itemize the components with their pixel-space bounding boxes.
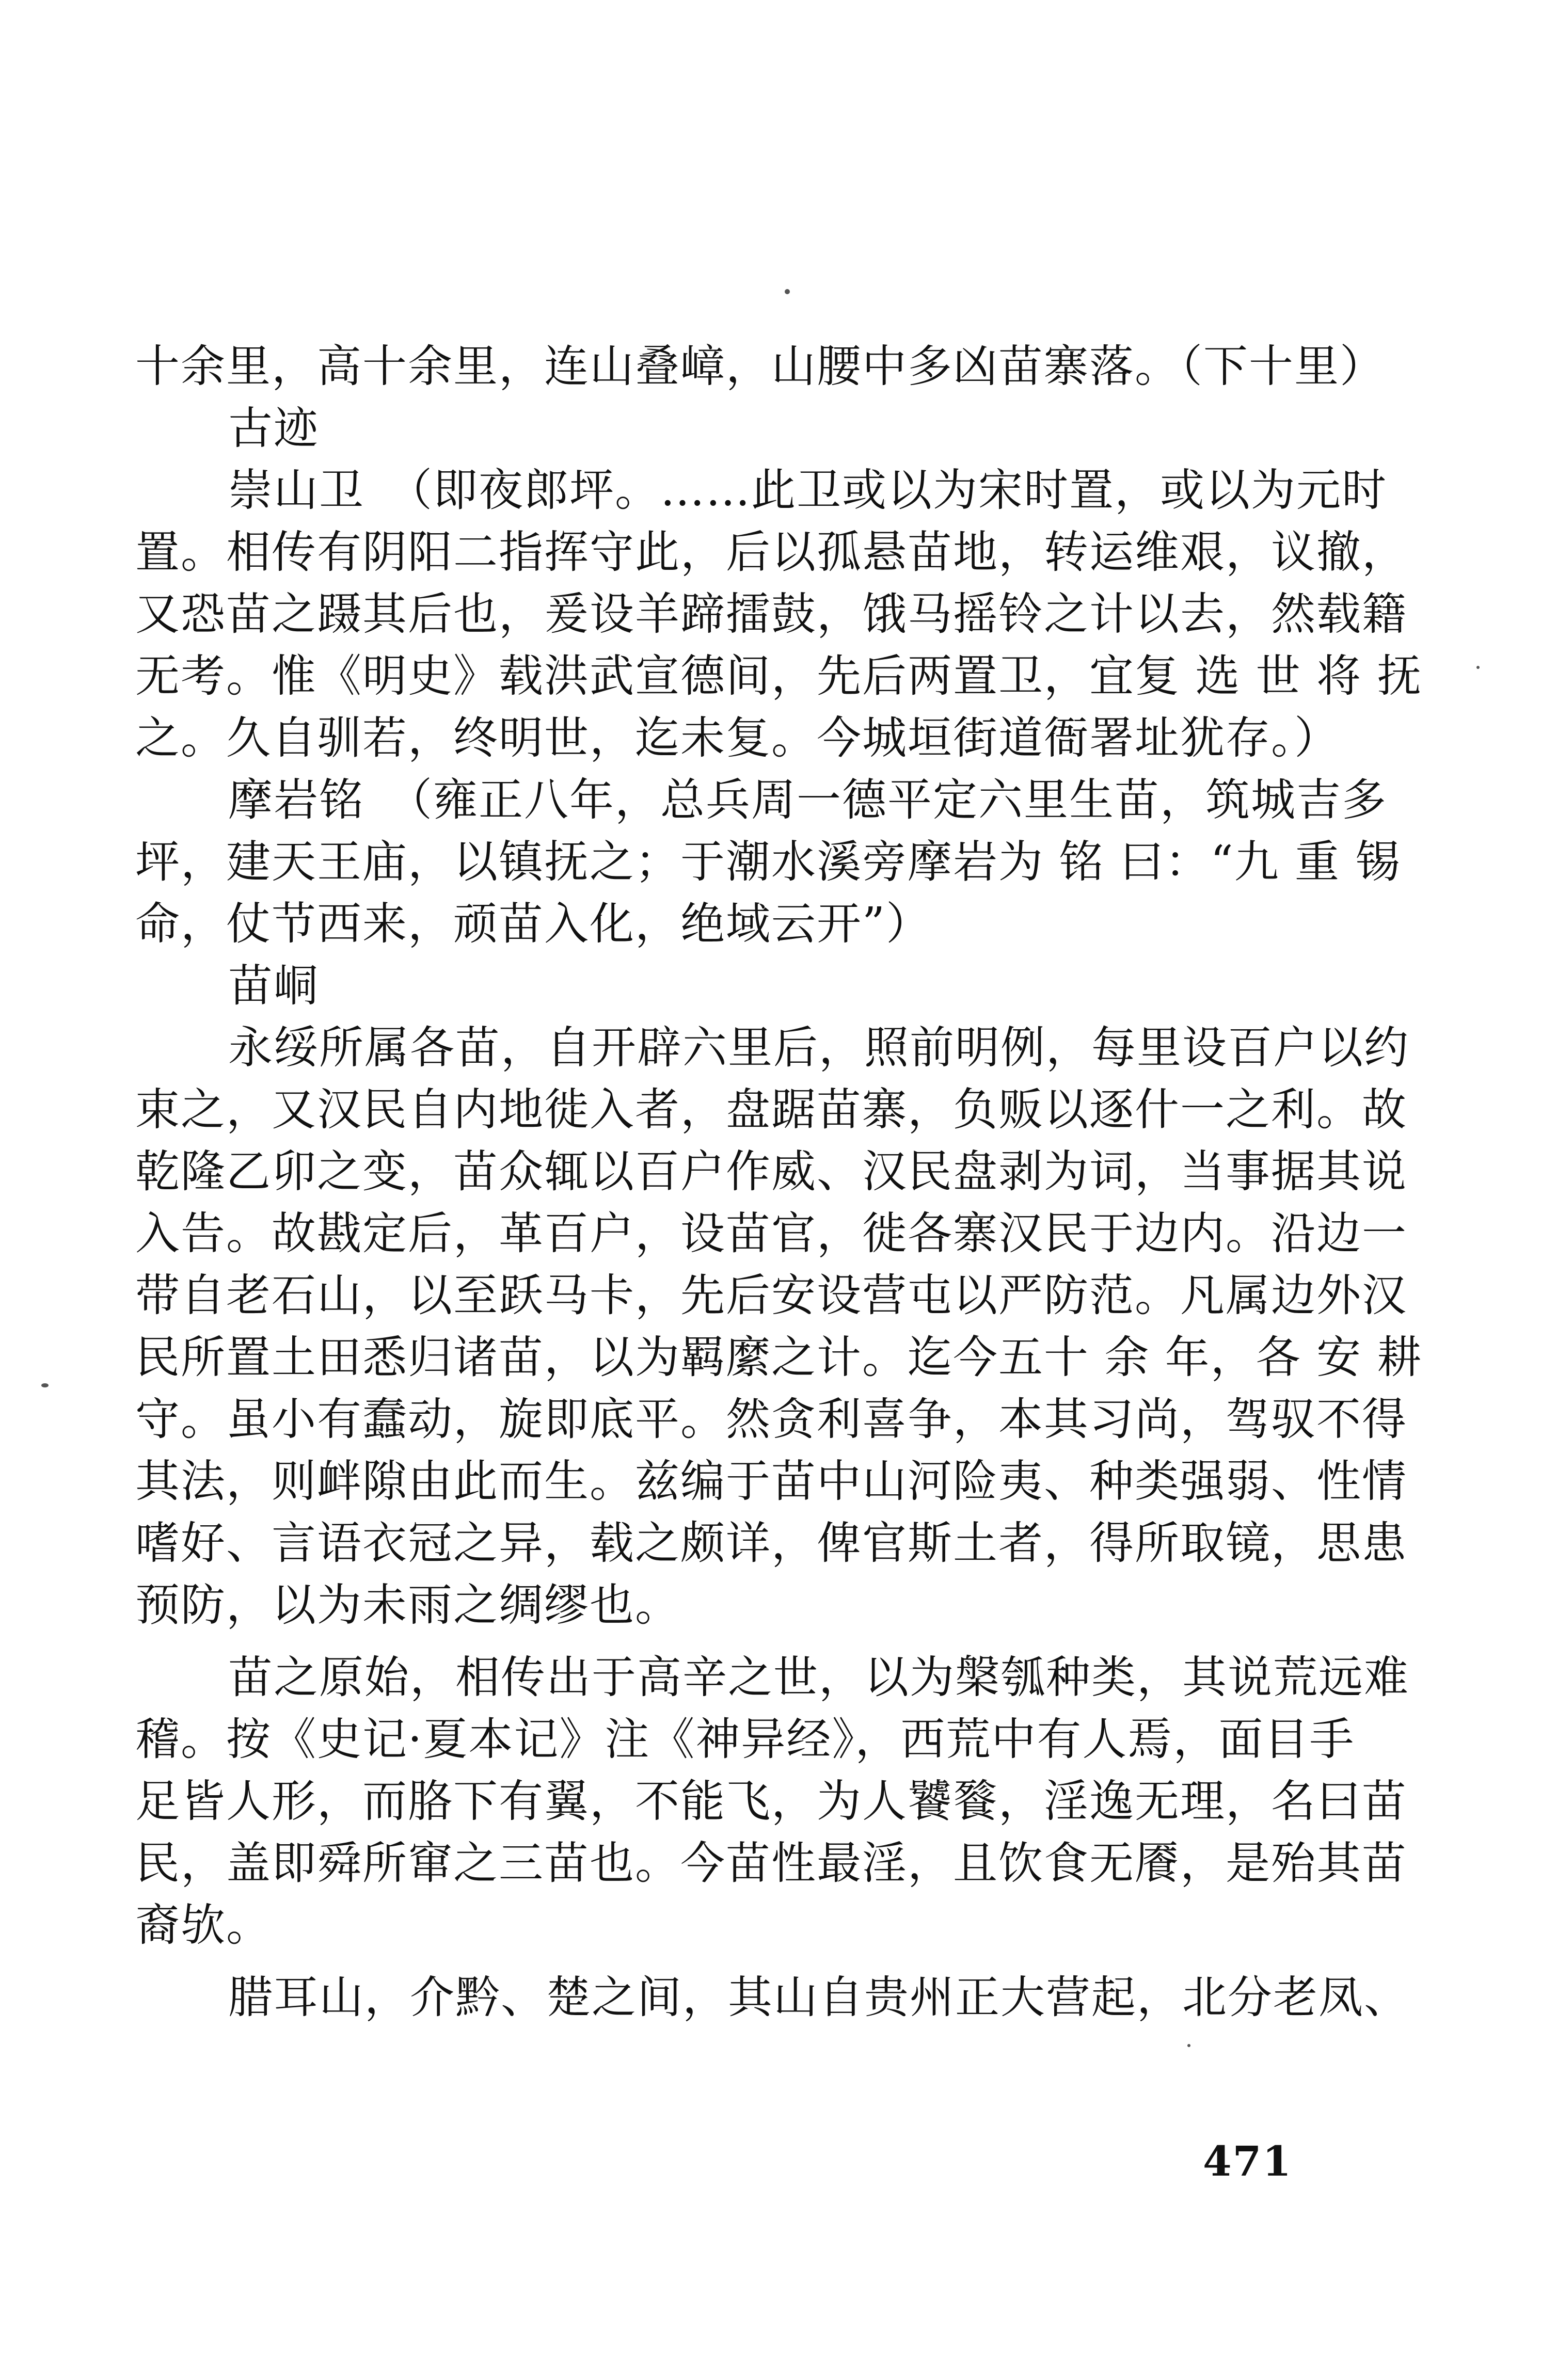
scan-speck [785,289,790,294]
text-line: 苗之原始，相传出于高辛之世，以为槃瓠种类，其说荒远难 [228,1652,1409,1703]
paragraph-gap [135,1636,1359,1647]
section-heading-miaodong: 苗峒 [228,960,319,1012]
text-line: 乾隆乙卯之变，苗众辄以百户作威、汉民盘剥为词，当事据其说 [135,1146,1407,1197]
page-number: 471 [1203,2137,1292,2185]
text-line: 入告。故戡定后，革百户，设苗官，徙各寨汉民于边内。沿边一 [135,1208,1407,1259]
scan-speck [1187,2044,1190,2047]
text-line: 其法，则衅隙由此而生。兹编于苗中山河险夷、种类强弱、性情 [135,1456,1407,1507]
text-line: 稽。按《史记·夏本记》注《神异经》，西荒中有人焉，面目手 [135,1714,1355,1765]
text-line: 裔欤。 [135,1899,272,1951]
text-line: 腊耳山，介黔、楚之间，其山自贵州正大营起，北分老凤、 [228,1972,1409,2023]
page-text [135,336,1423,2028]
text-line: 崇山卫 （即夜郎坪。……此卫或以为宋时置，或以为元时 [228,465,1387,516]
text-line: 无考。惟《明史》载洪武宣德间，先后两置卫，宜复 选 世 将 抚 [135,650,1423,702]
text-line: 命，仗节西来，顽苗入化，绝域云开”） [135,898,931,950]
scan-speck [1476,666,1480,669]
scan-speck [41,1383,49,1387]
text-line: 带自老石山，以至跃马卡，先后安设营屯以严防范。凡属边外汉 [135,1270,1407,1321]
text-line: 永绥所属各苗，自开辟六里后，照前明例，每里设百户以约 [228,1022,1409,1074]
text-line: 又恐苗之蹑其后也，爰设羊蹄擂鼓，饿马摇铃之计以去，然载籍 [135,588,1407,640]
text-line: 置。相传有阴阳二指挥守此，后以孤悬苗地，转运维艰，议撤， [135,526,1407,578]
text-line: 束之，又汉民自内地徙入者，盘踞苗寨，负贩以逐什一之利。故 [135,1084,1407,1136]
text-line: 守。虽小有蠢动，旋即底平。然贪利喜争，本其习尚，驾驭不得 [135,1394,1407,1445]
text-line: 嗜好、言语衣冠之异，载之颇详，俾官斯土者，得所取镜，思患 [135,1518,1407,1569]
text-line: 预防，以为未雨之绸缪也。 [135,1579,680,1631]
paragraph-gap [135,1956,1359,1967]
text-line: 民，盖即舜所窜之三苗也。今苗性最淫，且饮食无餍，是殆其苗 [135,1838,1407,1889]
text-line: 摩岩铭 （雍正八年，总兵周一德平定六里生苗，筑城吉多 [228,774,1387,826]
text-line: 民所置土田悉归诸苗，以为羁縻之计。迄今五十 余 年，各 安 耕 [135,1332,1423,1383]
text-line: 十余里，高十余里，连山叠嶂，山腰中多凶苗寨落。（下十里） [135,341,1385,392]
text-line: 之。久自驯若，终明世，迄未复。今城垣街道衙署址犹存。） [135,712,1340,764]
text-line: 坪，建天王庙，以镇抚之；于潮水溪旁摩岩为 铭 曰：“九 重 锡 [135,836,1401,888]
section-heading-guji: 古迹 [228,403,319,454]
text-line: 足皆人形，而胳下有翼，不能飞，为人饕餮，淫逸无理，名曰苗 [135,1776,1407,1827]
